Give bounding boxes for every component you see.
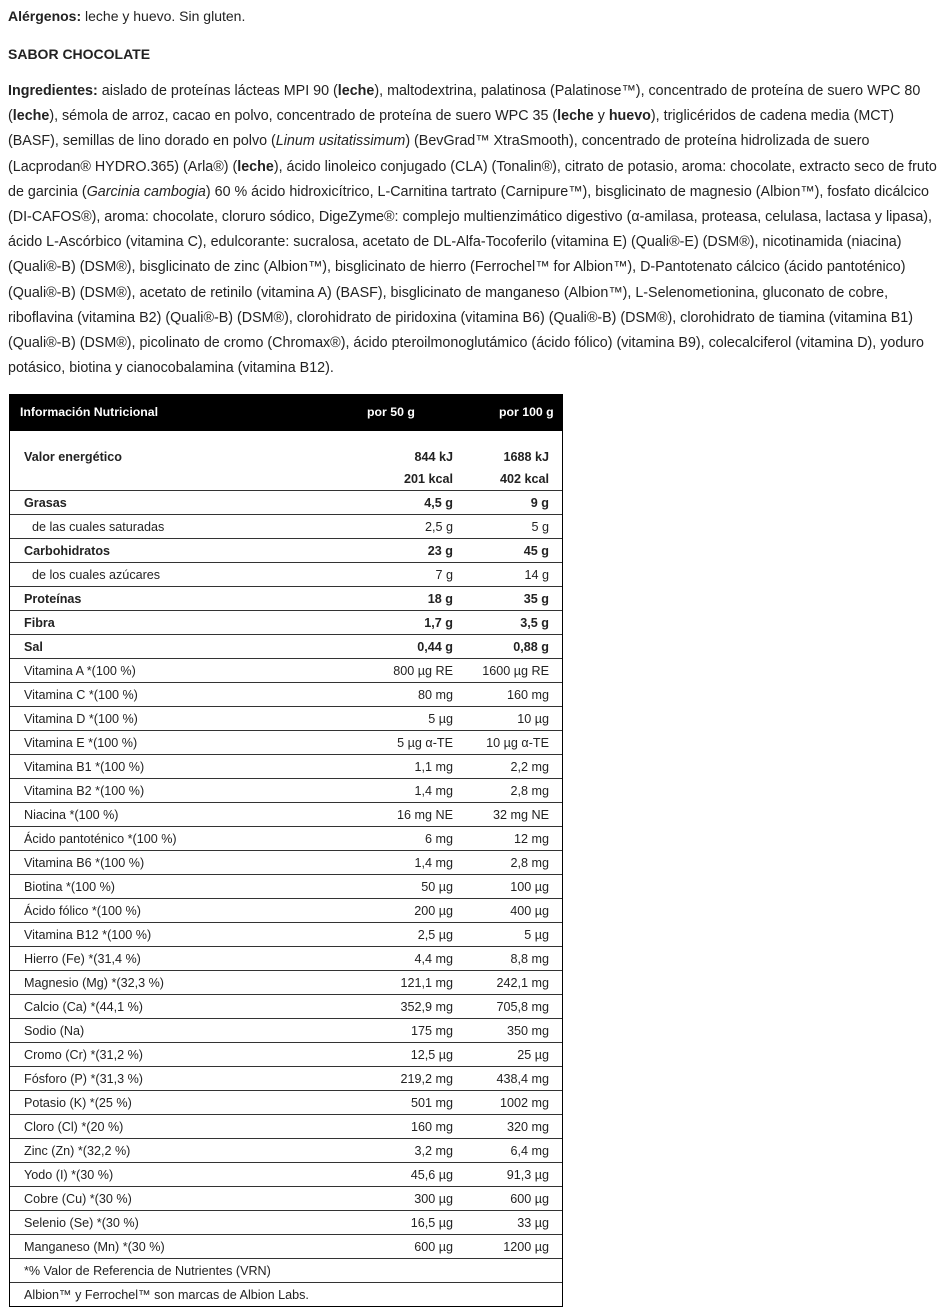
ingredients-segment: aislado de proteínas lácteas MPI 90 (	[97, 83, 338, 99]
nutrition-row	[10, 586, 562, 610]
value-per-50g: 12,5 µg	[410, 1048, 453, 1062]
value-per-50g: 300 µg	[414, 1192, 453, 1206]
nutrition-row	[10, 634, 562, 658]
nutrition-row	[10, 538, 562, 562]
nutrition-row	[10, 1234, 562, 1258]
nutrient-name: Calcio (Ca) *(44,1 %)	[24, 1000, 143, 1014]
value-per-50g: 160 mg	[410, 1120, 453, 1134]
value-per-50g: 3,2 mg	[414, 1144, 453, 1158]
nutrient-name: Vitamina A *(100 %)	[24, 664, 136, 678]
nutrient-name: Vitamina D *(100 %)	[24, 712, 138, 726]
ingredients-paragraph	[8, 79, 940, 381]
value-per-100g: 1600 µg RE	[482, 664, 549, 678]
value-per-100g: 242,1 mg	[496, 976, 549, 990]
value-per-50g: 18 g	[427, 592, 453, 606]
nutrition-row	[10, 1018, 562, 1042]
energy-kj-100: 1688 kJ	[503, 450, 549, 464]
nutrient-name: Ácido pantoténico *(100 %)	[24, 832, 177, 846]
value-per-50g: 16,5 µg	[410, 1216, 453, 1230]
nutrition-row	[10, 826, 562, 850]
nutrition-row	[10, 1162, 562, 1186]
energy-label: Valor energético	[24, 450, 122, 464]
nutrition-table-header	[10, 394, 562, 431]
nutrient-name: Hierro (Fe) *(31,4 %)	[24, 952, 141, 966]
value-per-100g: 3,5 g	[520, 616, 549, 630]
value-per-50g: 352,9 mg	[400, 1000, 453, 1014]
nutrient-name: de los cuales azúcares	[32, 568, 161, 582]
value-per-50g: 1,7 g	[424, 616, 453, 630]
value-per-100g: 14 g	[524, 568, 549, 582]
header-nutrition-info: Información Nutricional	[20, 405, 159, 419]
nutrient-name: Cromo (Cr) *(31,2 %)	[24, 1048, 143, 1062]
ingredients-label: Ingredientes:	[8, 83, 98, 99]
ingredients-text	[8, 83, 937, 376]
nutrition-row	[10, 1210, 562, 1234]
value-per-50g: 200 µg	[414, 904, 453, 918]
nutrient-name: de las cuales saturadas	[32, 520, 165, 534]
nutrition-row	[10, 922, 562, 946]
value-per-50g: 2,5 g	[424, 520, 453, 534]
footnote-text: Albion™ y Ferrochel™ son marcas de Albion Labs.	[24, 1288, 309, 1302]
value-per-50g: 5 µg	[428, 712, 453, 726]
value-per-100g: 12 mg	[513, 832, 549, 846]
value-per-100g: 91,3 µg	[506, 1168, 549, 1182]
value-per-50g: 2,5 µg	[417, 928, 453, 942]
value-per-50g: 501 mg	[410, 1096, 453, 1110]
ingredients-segment: ), maltodextrina, palatinosa (Palatinose™), concentrado de proteína de suero WPC 80 (	[8, 83, 921, 125]
nutrition-rows	[10, 490, 562, 1258]
nutrient-name: Proteínas	[24, 592, 82, 606]
footnote-row	[10, 1258, 562, 1282]
value-per-100g: 2,8 mg	[510, 856, 549, 870]
nutrition-row	[10, 994, 562, 1018]
value-per-50g: 1,1 mg	[414, 760, 453, 774]
value-per-100g: 10 µg α-TE	[486, 736, 549, 750]
value-per-50g: 121,1 mg	[400, 976, 453, 990]
nutrient-name: Sodio (Na)	[24, 1024, 85, 1038]
nutrient-name: Sal	[24, 640, 43, 654]
nutrition-row	[10, 562, 562, 586]
value-per-50g: 175 mg	[410, 1024, 453, 1038]
nutrition-row	[10, 1186, 562, 1210]
value-per-50g: 80 mg	[417, 688, 453, 702]
value-per-50g: 0,44 g	[417, 640, 453, 654]
ingredients-segment: leche	[237, 158, 274, 175]
ingredients-segment: leche	[337, 83, 375, 99]
nutrition-table	[9, 394, 563, 1307]
value-per-50g: 1,4 mg	[414, 856, 453, 870]
nutrition-row	[10, 898, 562, 922]
value-per-100g: 32 mg NE	[493, 808, 549, 822]
nutrition-row	[10, 1090, 562, 1114]
energy-row-kcal	[10, 466, 562, 490]
ingredients-segment: leche	[12, 108, 50, 125]
value-per-50g: 600 µg	[414, 1240, 453, 1254]
value-per-50g: 1,4 mg	[414, 784, 453, 798]
value-per-100g: 350 mg	[506, 1024, 549, 1038]
nutrient-name: Yodo (I) *(30 %)	[24, 1168, 114, 1182]
nutrition-row	[10, 946, 562, 970]
value-per-100g: 5 g	[531, 520, 549, 534]
value-per-100g: 2,2 mg	[510, 760, 549, 774]
value-per-100g: 1002 mg	[499, 1096, 549, 1110]
nutrient-name: Zinc (Zn) *(32,2 %)	[24, 1144, 131, 1158]
ingredients-segment: leche	[557, 108, 594, 125]
nutrient-name: Carbohidratos	[24, 544, 111, 558]
nutrition-row	[10, 514, 562, 538]
value-per-50g: 5 µg α-TE	[397, 736, 453, 750]
energy-kcal-50: 201 kcal	[403, 472, 453, 486]
nutrient-name: Vitamina B6 *(100 %)	[24, 856, 145, 870]
nutrient-name: Cobre (Cu) *(30 %)	[24, 1192, 132, 1206]
value-per-50g: 800 µg RE	[393, 664, 453, 678]
nutrition-row	[10, 1042, 562, 1066]
footnote-row	[10, 1282, 562, 1306]
ingredients-segment: ) 60 % ácido hidroxicítrico, L-Carnitina tartrato (Carnipure™), bisglicinato de magnesio (Albion™), fosfato dicálcico (DI-CAFOS®), aroma: chocolate, cloruro sódico, DigeZyme®: complejo multienzimático digestivo (α-amilasa, proteasa, celulasa, lactasa y lipasa), ácido L-Ascórbico (vitamina C), edulcorante: sucralosa, acetato de DL-Alfa-Tocoferilo (vitamina E) (Quali®-E) (DSM®), nicotinamida (niacina) (Quali®-B) (DSM®), bisglicinato de zinc (Albion™), bisglicinato de hierro (Ferrochel™ for Albion™), D-Pantotenato cálcico (ácido pantoténico) (Quali®-B) (DSM®), acetato de retinilo (vitamina A) (BASF), bisglicinato de manganeso (Albion™), L-Selenometionina, gluconato de cobre, riboflavina (vitamina B2) (Quali®-B) (DSM®), clorohidrato de piridoxina (vitamina B6) (Quali®-B) (DSM®), clorohidrato de tiamina (vitamina B1) (Quali®-B) (DSM®), picolinato de cromo (Chromax®), ácido pteroilmonoglutámico (ácido fólico) (vitamina B9), colecalciferol (vitamina D), yoduro potásico, biotina y cianocobalamina (vitamina B12).	[8, 183, 933, 377]
allergens-label: Alérgenos:	[8, 8, 82, 24]
value-per-100g: 45 g	[523, 544, 549, 558]
table-spacer	[10, 431, 562, 441]
nutrient-name: Potasio (K) *(25 %)	[24, 1096, 132, 1110]
nutrition-row	[10, 490, 562, 514]
value-per-100g: 8,8 mg	[510, 952, 549, 966]
value-per-100g: 35 g	[523, 592, 549, 606]
nutrient-name: Vitamina B12 *(100 %)	[24, 928, 152, 942]
value-per-100g: 5 µg	[524, 928, 549, 942]
flavor-heading: SABOR CHOCOLATE	[8, 46, 151, 62]
nutrition-row	[10, 850, 562, 874]
nutrition-row	[10, 778, 562, 802]
ingredients-segment: Linum usitatissimum	[275, 133, 406, 150]
ingredients-segment: Garcinia cambogia	[86, 183, 206, 200]
header-per-50g: por 50 g	[367, 405, 415, 419]
allergens-text: leche y huevo. Sin gluten.	[81, 8, 246, 24]
value-per-100g: 160 mg	[506, 688, 549, 702]
value-per-50g: 23 g	[427, 544, 453, 558]
nutrition-row	[10, 970, 562, 994]
value-per-100g: 10 µg	[517, 712, 549, 726]
value-per-100g: 33 µg	[517, 1216, 549, 1230]
nutrient-name: Vitamina B1 *(100 %)	[24, 760, 145, 774]
value-per-50g: 219,2 mg	[400, 1072, 453, 1086]
value-per-100g: 705,8 mg	[496, 1000, 549, 1014]
value-per-100g: 2,8 mg	[510, 784, 549, 798]
nutrition-row	[10, 1114, 562, 1138]
ingredients-segment: ), triglicéridos de cadena media (MCT) (BASF), semillas de lino dorado en polvo (	[8, 108, 895, 150]
value-per-50g: 45,6 µg	[410, 1168, 453, 1182]
nutrition-row	[10, 658, 562, 682]
ingredients-segment: ) (BevGrad™ XtraSmooth), concentrado de proteína hidrolizada de suero (Lacprodan® HYDRO.365) (Arla®) (	[8, 133, 870, 175]
value-per-50g: 4,5 g	[424, 496, 453, 510]
nutrient-name: Manganeso (Mn) *(30 %)	[24, 1240, 165, 1254]
nutrition-row	[10, 730, 562, 754]
value-per-100g: 25 µg	[517, 1048, 549, 1062]
ingredients-segment: ), sémola de arroz, cacao en polvo, concentrado de proteína de suero WPC 35 (	[49, 108, 558, 125]
ingredients-segment: huevo	[608, 108, 651, 125]
nutrient-name: Ácido fólico *(100 %)	[24, 904, 141, 918]
allergens-line	[8, 5, 938, 27]
nutrition-row	[10, 1138, 562, 1162]
nutrient-name: Fibra	[24, 616, 55, 630]
nutrition-row	[10, 754, 562, 778]
nutrient-name: Cloro (Cl) *(20 %)	[24, 1120, 124, 1134]
nutrient-name: Vitamina C *(100 %)	[24, 688, 138, 702]
value-per-50g: 50 µg	[421, 880, 453, 894]
header-per-100g: por 100 g	[499, 405, 554, 419]
value-per-100g: 400 µg	[510, 904, 549, 918]
value-per-100g: 438,4 mg	[496, 1072, 549, 1086]
nutrition-row	[10, 610, 562, 634]
energy-row-kj	[10, 441, 562, 466]
value-per-100g: 6,4 mg	[510, 1144, 549, 1158]
value-per-50g: 4,4 mg	[414, 952, 453, 966]
nutrient-name: Vitamina B2 *(100 %)	[24, 784, 145, 798]
value-per-50g: 7 g	[435, 568, 453, 582]
nutrition-row	[10, 706, 562, 730]
nutrient-name: Fósforo (P) *(31,3 %)	[24, 1072, 143, 1086]
nutrient-name: Niacina *(100 %)	[24, 808, 119, 822]
value-per-100g: 320 mg	[506, 1120, 549, 1134]
nutrition-row	[10, 802, 562, 826]
energy-kj-50: 844 kJ	[414, 450, 453, 464]
value-per-50g: 6 mg	[425, 832, 453, 846]
value-per-100g: 1200 µg	[503, 1240, 549, 1254]
ingredients-segment: y	[593, 108, 609, 125]
value-per-100g: 100 µg	[510, 880, 549, 894]
nutrient-name: Vitamina E *(100 %)	[24, 736, 138, 750]
nutrient-name: Magnesio (Mg) *(32,3 %)	[24, 976, 164, 990]
energy-kcal-100: 402 kcal	[499, 472, 549, 486]
nutrient-name: Biotina *(100 %)	[24, 880, 116, 894]
ingredients-segment: ), ácido linoleico conjugado (CLA) (Tonalin®), citrato de potasio, aroma: chocolate, extracto seco de fruto de garcinia (	[8, 158, 937, 200]
value-per-50g: 16 mg NE	[397, 808, 453, 822]
nutrition-notes	[10, 1258, 562, 1306]
value-per-100g: 600 µg	[510, 1192, 549, 1206]
value-per-100g: 9 g	[530, 496, 549, 510]
value-per-100g: 0,88 g	[513, 640, 549, 654]
nutrient-name: Grasas	[24, 496, 67, 510]
nutrition-row	[10, 682, 562, 706]
nutrition-row	[10, 874, 562, 898]
nutrient-name: Selenio (Se) *(30 %)	[24, 1216, 139, 1230]
nutrition-row	[10, 1066, 562, 1090]
footnote-text: *% Valor de Referencia de Nutrientes (VRN)	[24, 1264, 271, 1278]
